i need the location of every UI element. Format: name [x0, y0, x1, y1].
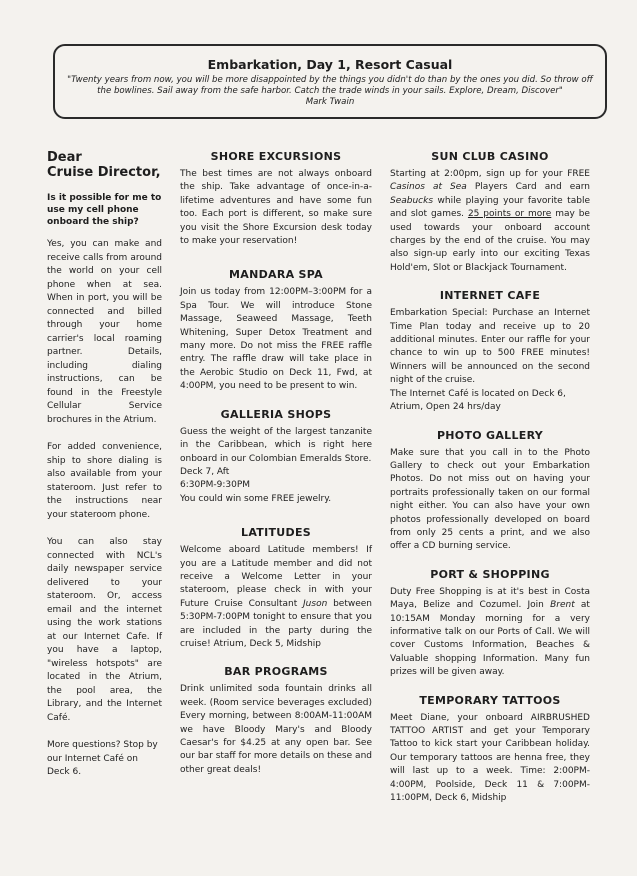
- section-body: [390, 307, 590, 414]
- port-text-a: Duty Free Shopping is at it's best in Costa Maya, Belize and Cozumel. Join: [390, 586, 590, 611]
- section-title: PHOTO GALLERY: [436, 428, 544, 442]
- internet-text: Embarkation Special: Purchase an Internet Time Plan today and receive up to 20 additional minutes. Enter our raffle for your chance to win up to 500 FREE minutes! Winners will be announced on the second night of the cruise.: [390, 308, 590, 386]
- greeting-line-2: Cruise Director,: [47, 165, 161, 180]
- temporary-tattoos-section: [390, 694, 590, 806]
- latitudes-text-a: Welcome aboard Latitude members! If you are a Latitude member and did not receive a Welcome Letter in your stateroom, please check in with your Future Cruise Consultant: [180, 545, 372, 609]
- section-body: Join us today from 12:00PM–3:00PM for a Spa Tour. We will introduce Stone Massage, Seaweed Massage, Teeth Whitening, Super Detox Treatment and many more. Do not miss the FREE raffle entry. The raffle draw will take place in the Aerobic Studio on Deck 11, Fwd, at 4:00PM, you need to be present to win.: [180, 287, 372, 392]
- quote-text: "Twenty years from now, you will be more disappointed by the things you didn't do than by the ones you did. So throw off the bowlines. Sail away from the safe harbor. Catch the trade winds in your sails. Explore, Dream, Discover": [67, 75, 593, 96]
- galleria-time: 6:30PM-9:30PM: [180, 480, 251, 491]
- right-column: [390, 150, 590, 819]
- bar-programs-section: [180, 665, 372, 777]
- section-body: [180, 426, 372, 506]
- section-title: LATITUDES: [241, 526, 311, 540]
- section-title: PORT & SHOPPING: [430, 567, 550, 581]
- greeting-line-1: Dear: [47, 150, 82, 165]
- section-title: INTERNET CAFE: [439, 289, 541, 303]
- section-title: SHORE EXCURSIONS: [210, 150, 342, 163]
- section-body: Make sure that you call in to the Photo Gallery to check out your Embarkation Photos. Do not miss out on having your portraits professionally taken on our formal night either. You can also have your own photos professionally developed on board from only 25 cents a print, and we also offer a CD burning service.: [390, 447, 590, 552]
- casino-text-b: Players Card and earn: [474, 182, 591, 193]
- port-shopping-section: [390, 568, 590, 680]
- section-body: The best times are not always onboard the ship. Take advantage of once-in-a-lifetime adventures and have some fun too. Each port is different, so make sure you visit the Shore Excursion desk today to make your reservation!: [180, 169, 372, 247]
- galleria-shops-section: [180, 408, 372, 506]
- internet-cafe-section: [390, 289, 590, 414]
- latitudes-text-b: between 5:30PM-7:00PM tonight to ensure that you are included in the party during the cruise! Atrium, Deck 5, Midship: [180, 598, 372, 649]
- casinos-at-sea: Casinos at Sea: [390, 182, 467, 193]
- section-title: GALLERIA SHOPS: [220, 407, 332, 421]
- answer-paragraph-1: Yes, you can make and receive calls from around the world on your cell phone when at sea. When in port, you will be connected and billed through your home carrier's local roaming partner. Details, including dialing instructions, can be found in the Freestyle Cellular Service brochures in the Atrium.: [47, 239, 162, 425]
- galleria-text: Guess the weight of the largest tanzanite in the Caribbean, which is right here onboard in our Colombian Emeralds Store.: [180, 426, 372, 464]
- answer-paragraph-3: You can also stay connected with NCL's daily newspaper service delivered to your stateroom. Or, access email and the internet using the work stations at our Internet Cafe. If you have a laptop, "wireless hotspots" are located in the Atrium, the pool area, the Library, and the Internet Café.: [47, 537, 162, 723]
- answer-paragraph-4: More questions? Stop by our Internet Café on Deck 6.: [47, 740, 158, 777]
- answer-paragraph-2: For added convenience, ship to shore dialing is also available from your stateroom. Just refer to the instructions near your stateroom phone.: [47, 442, 162, 520]
- cruise-director-column: [47, 150, 162, 794]
- middle-column: [180, 150, 372, 791]
- shore-excursions-section: [180, 150, 372, 248]
- section-title: SUN CLUB CASINO: [431, 150, 549, 163]
- casino-text-c: while playing your favorite table and slot games.: [390, 195, 590, 220]
- question: Is it possible for me to use my cell phone onboard the ship?: [47, 193, 162, 227]
- quote-author: Mark Twain: [305, 97, 355, 107]
- section-body: Meet Diane, your onboard AIRBRUSHED TATTOO ARTIST and get your Temporary Tattoo to kick start your Caribbean holiday. Our temporary tattoos are henna free, they will last up to a week. Time: 2:00PM-4:00PM, Poolside, Deck 11 & 7:00PM-11:00PM, Deck 6, Midship: [390, 712, 590, 804]
- section-title: BAR PROGRAMS: [224, 665, 328, 679]
- galleria-location: Deck 7, Aft: [180, 466, 230, 477]
- points-text: 25 points or more: [467, 209, 552, 220]
- seabucks: Seabucks: [390, 195, 434, 206]
- section-body: [390, 586, 590, 680]
- section-title: MANDARA SPA: [229, 268, 323, 282]
- page-title: Embarkation, Day 1, Resort Casual: [207, 57, 453, 72]
- section-body: Drink unlimited soda fountain drinks all week. (Room service beverages excluded) Every morning, between 8:00AM-11:00AM we have Bloody Mary's and Bloody Caesar's for $4.25 at any open bar. See our bar staff for more details on these and other great deals!: [180, 684, 372, 775]
- port-text-b: at 10:15AM Monday morning for a very informative talk on our Ports of Call. We will cover Customs Information, Beaches & Valuable shopping Information. Many fun prizes will be given away.: [390, 600, 590, 678]
- latitudes-section: [180, 526, 372, 651]
- section-body: [390, 168, 590, 275]
- greeting: [47, 150, 162, 180]
- internet-location: The Internet Café is located on Deck 6, Atrium, Open 24 hrs/day: [390, 388, 566, 413]
- host-name: Brent: [550, 600, 575, 611]
- mandara-spa-section: [180, 268, 372, 393]
- header-box: [53, 44, 607, 119]
- section-body: [180, 544, 372, 651]
- galleria-prize: You could win some FREE jewelry.: [180, 493, 332, 504]
- casino-text-a: Starting at 2:00pm, sign up for your FREE: [390, 169, 590, 179]
- consultant-name: Juson: [303, 598, 328, 609]
- sun-club-casino-section: [390, 150, 590, 275]
- casino-text-d: may be used towards your onboard account charges by the end of the cruise. You may also sign-up early into our exciting Texas Hold'em, Slot or Blackjack Tournament.: [390, 209, 590, 273]
- section-title: TEMPORARY TATTOOS: [419, 693, 561, 707]
- photo-gallery-section: [390, 429, 590, 554]
